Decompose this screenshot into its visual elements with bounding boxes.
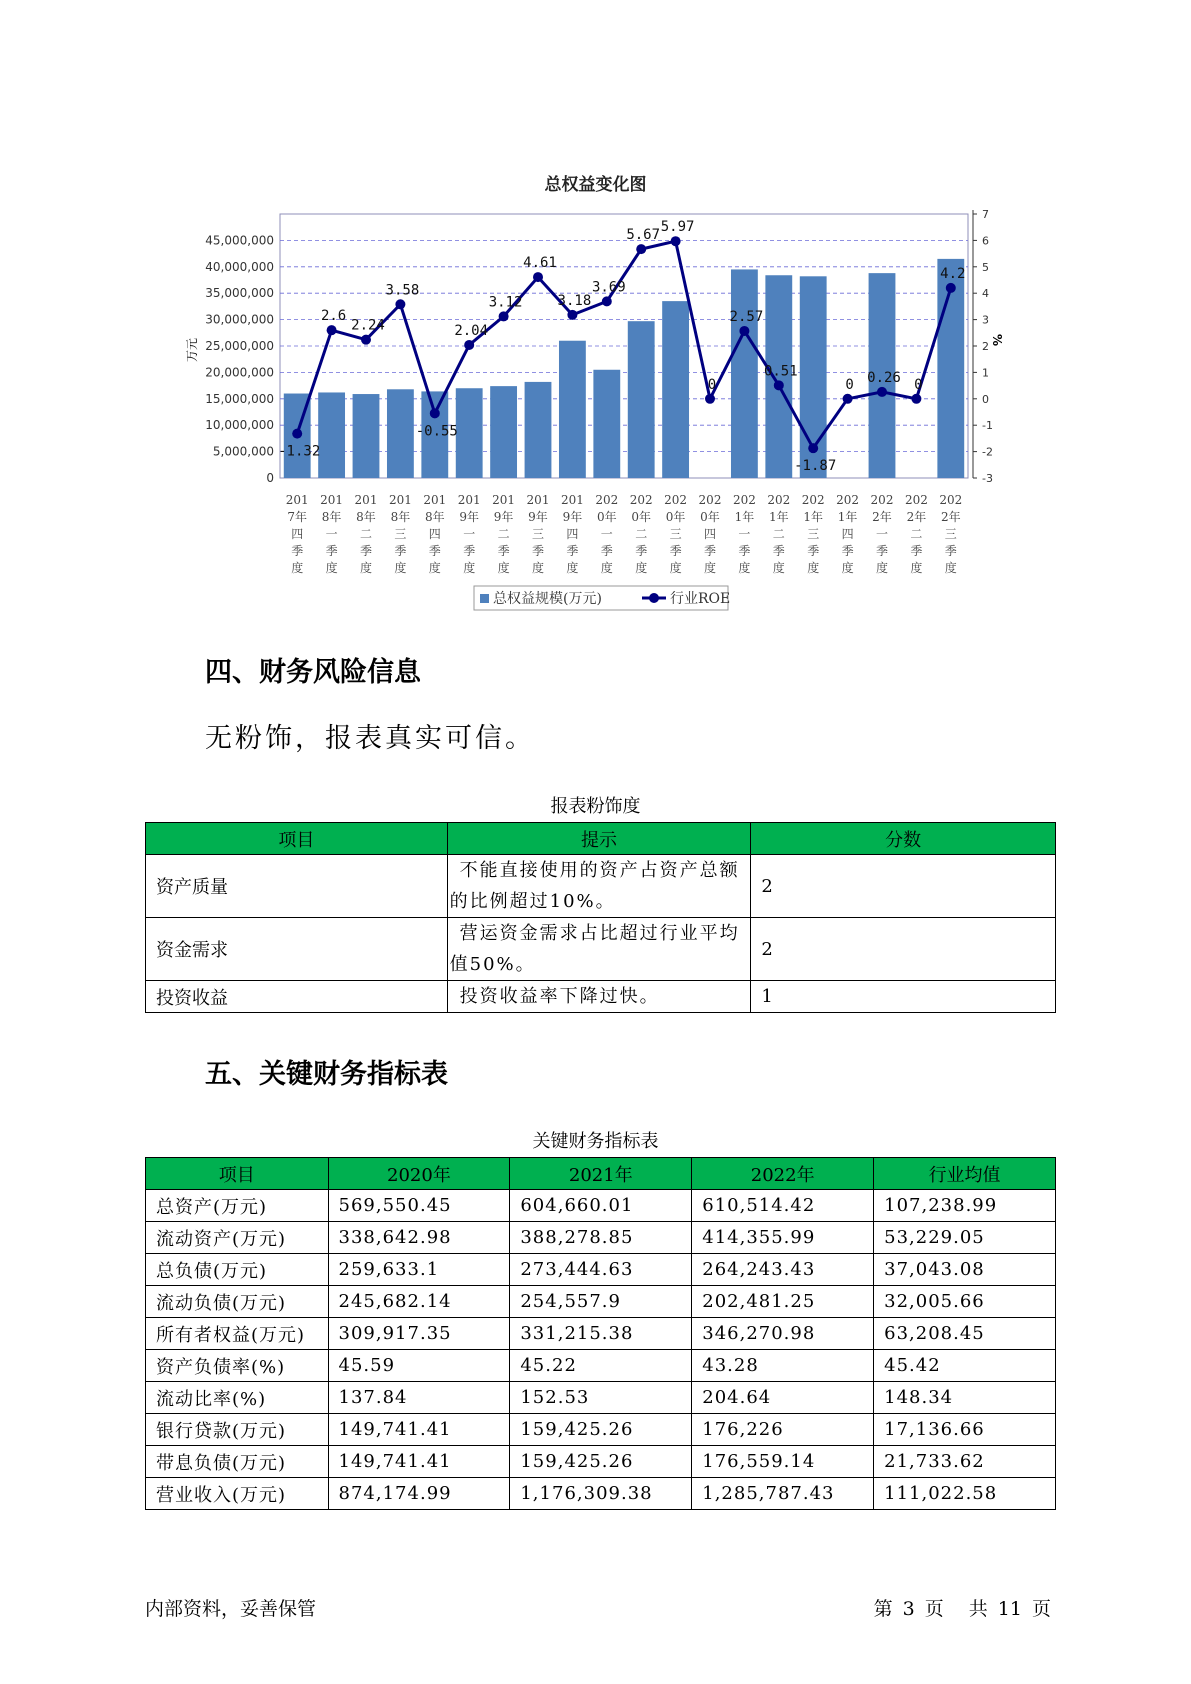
- x-tick-label: 7年: [287, 510, 308, 524]
- bar: [387, 389, 414, 478]
- roe-data-label: 2.57: [729, 308, 764, 325]
- page-label: 第: [873, 1598, 893, 1620]
- table-cell: 营业收入(万元): [146, 1478, 329, 1510]
- roe-point: [636, 244, 646, 254]
- roe-point: [774, 380, 784, 390]
- roe-point: [430, 408, 440, 418]
- y2-tick-label: -2: [982, 445, 993, 459]
- y2-tick-label: -1: [982, 419, 993, 433]
- risk-hint: [447, 981, 751, 1013]
- header-cell: 项目: [146, 1158, 329, 1190]
- table-row: [146, 1222, 1056, 1254]
- x-tick-label: 201: [526, 493, 550, 507]
- risk-item: 投资收益: [146, 981, 448, 1013]
- header-cell: 2020年: [328, 1158, 510, 1190]
- table-row: [146, 1350, 1056, 1382]
- x-tick-label: 三: [944, 527, 957, 541]
- table-cell: 331,215.38: [510, 1318, 692, 1350]
- roe-data-label: 0.26: [867, 369, 901, 386]
- x-tick-label: 度: [325, 561, 338, 575]
- x-tick-label: 度: [772, 561, 785, 575]
- roe-data-label: 3.58: [385, 282, 420, 299]
- risk-table-caption: 报表粉饰度: [550, 796, 641, 817]
- y2-axis-label: %: [990, 333, 1004, 347]
- roe-point: [843, 394, 853, 404]
- table-cell: 338,642.98: [328, 1222, 510, 1254]
- x-tick-label: 0年: [700, 510, 720, 524]
- x-tick-label: 度: [875, 561, 889, 575]
- table-row: [146, 981, 1056, 1013]
- roe-point: [705, 394, 715, 404]
- y-tick-label: 0: [266, 471, 274, 485]
- x-tick-label: 季: [394, 544, 407, 558]
- y-tick-label: 25,000,000: [205, 339, 274, 353]
- legend-bar-swatch: [480, 594, 489, 603]
- table-cell: 414,355.99: [692, 1222, 874, 1254]
- table-cell: 流动负债(万元): [146, 1286, 329, 1318]
- risk-item: 资金需求: [146, 918, 448, 981]
- roe-data-label: 3.69: [591, 279, 626, 296]
- x-tick-label: 一: [875, 527, 889, 541]
- table-cell: 总资产(万元): [146, 1190, 329, 1222]
- x-tick-label: 8年: [424, 510, 445, 524]
- x-tick-label: 季: [325, 544, 338, 558]
- section-5-heading: 五、关键财务指标表: [205, 1059, 448, 1090]
- roe-point: [602, 296, 612, 306]
- x-tick-label: 度: [669, 561, 682, 575]
- x-tick-label: 一: [600, 527, 613, 541]
- x-tick-label: 8年: [356, 510, 376, 524]
- x-tick-label: 202: [595, 493, 619, 507]
- table-cell: 273,444.63: [510, 1254, 692, 1286]
- legend-bar-label: 总权益规模(万元): [493, 591, 602, 607]
- x-tick-label: 9年: [493, 510, 514, 524]
- x-tick-label: 9年: [528, 510, 548, 524]
- table-cell: 资产负债率(%): [146, 1350, 329, 1382]
- y2-tick-label: 5: [982, 260, 989, 274]
- header-cell: 分数: [751, 823, 1056, 855]
- x-tick-label: 202: [939, 493, 963, 507]
- page-label: 页: [924, 1598, 944, 1620]
- x-tick-label: 四: [566, 527, 579, 541]
- x-tick-label: 度: [910, 561, 923, 575]
- table-cell: 1,285,787.43: [692, 1478, 874, 1510]
- y-tick-label: 20,000,000: [205, 365, 274, 380]
- x-tick-label: 一: [463, 527, 476, 541]
- x-tick-label: 202: [904, 493, 928, 507]
- x-tick-label: 201: [388, 493, 412, 507]
- roe-data-label: 0: [845, 376, 854, 393]
- x-tick-label: 季: [531, 544, 545, 558]
- table-cell: 17,136.66: [874, 1414, 1056, 1446]
- table-row: [146, 1446, 1056, 1478]
- table-cell: 610,514.42: [692, 1190, 874, 1222]
- table-cell: 245,682.14: [328, 1286, 510, 1318]
- bar: [456, 388, 483, 478]
- risk-table: [145, 822, 1056, 1013]
- x-tick-label: 三: [531, 527, 545, 541]
- table-cell: 176,559.14: [692, 1446, 874, 1478]
- x-tick-label: 201: [423, 493, 447, 507]
- x-tick-label: 季: [841, 544, 854, 558]
- x-tick-label: 度: [359, 561, 373, 575]
- table-cell: 45.22: [510, 1350, 692, 1382]
- x-tick-label: 度: [703, 561, 717, 575]
- y-tick-label: 5,000,000: [212, 444, 274, 459]
- x-tick-label: 季: [428, 544, 441, 558]
- risk-hint-line: 值50%。: [449, 954, 536, 975]
- bar: [318, 392, 345, 478]
- roe-data-label: 5.97: [660, 219, 695, 236]
- roe-point: [395, 299, 405, 309]
- table-cell: 159,425.26: [510, 1414, 692, 1446]
- fin-table-caption: 关键财务指标表: [532, 1131, 659, 1152]
- risk-hint-line: 营运资金需求占比超过行业平均: [459, 923, 740, 944]
- x-tick-label: 0年: [665, 510, 686, 524]
- x-tick-label: 2年: [906, 510, 927, 524]
- header-cell: 行业均值: [874, 1158, 1056, 1190]
- x-tick-label: 季: [497, 544, 510, 558]
- x-tick-label: 202: [836, 493, 860, 507]
- header-cell: 提示: [447, 823, 751, 855]
- roe-data-label: 2.6: [320, 308, 347, 325]
- header-cell: 2021年: [510, 1158, 692, 1190]
- roe-data-label: -1.32: [278, 443, 321, 460]
- bar: [559, 341, 586, 478]
- x-tick-label: 202: [698, 493, 722, 507]
- y2-tick-label: 1: [982, 366, 989, 380]
- table-cell: 107,238.99: [874, 1190, 1056, 1222]
- table-cell: 254,557.9: [510, 1286, 692, 1318]
- risk-hint-line: 的比例超过10%。: [449, 891, 616, 912]
- x-tick-label: 度: [291, 561, 304, 575]
- x-tick-label: 季: [600, 544, 613, 558]
- table-cell: 1,176,309.38: [510, 1478, 692, 1510]
- roe-point: [739, 326, 749, 336]
- roe-data-label: 3.12: [488, 294, 523, 311]
- x-tick-label: 1年: [768, 510, 789, 524]
- y-tick-label: 15,000,000: [205, 391, 274, 406]
- x-tick-label: 季: [669, 544, 682, 558]
- risk-hint-line: 不能直接使用的资产占资产总额: [459, 860, 740, 881]
- x-tick-label: 季: [635, 544, 648, 558]
- roe-data-label: 2.24: [351, 317, 385, 334]
- x-tick-label: 1年: [837, 510, 858, 524]
- table-cell: 45.59: [328, 1350, 510, 1382]
- y2-tick-label: 3: [982, 313, 989, 327]
- page-number: [869, 1594, 1056, 1621]
- x-tick-label: 202: [870, 493, 894, 507]
- table-cell: 604,660.01: [510, 1190, 692, 1222]
- x-tick-label: 季: [566, 544, 579, 558]
- table-cell: 银行贷款(万元): [146, 1414, 329, 1446]
- risk-hint-line: 投资收益率下降过快。: [459, 986, 660, 1007]
- table-cell: 346,270.98: [692, 1318, 874, 1350]
- y-tick-label: 30,000,000: [205, 312, 274, 327]
- roe-data-label: -1.87: [794, 458, 837, 475]
- x-tick-label: 度: [635, 561, 648, 575]
- x-tick-label: 度: [841, 561, 854, 575]
- roe-data-label: 3.18: [557, 292, 592, 309]
- table-cell: 388,278.85: [510, 1222, 692, 1254]
- roe-point: [808, 443, 818, 453]
- table-cell: 152.53: [510, 1382, 692, 1414]
- x-tick-label: 度: [394, 561, 407, 575]
- x-tick-label: 四: [703, 527, 717, 541]
- x-tick-label: 季: [944, 544, 957, 558]
- risk-table-header: [146, 823, 1056, 855]
- table-cell: 176,226: [692, 1414, 874, 1446]
- table-cell: 37,043.08: [874, 1254, 1056, 1286]
- table-cell: 43.28: [692, 1350, 874, 1382]
- risk-hint: [447, 855, 751, 918]
- x-tick-label: 201: [285, 493, 309, 507]
- table-cell: 32,005.66: [874, 1286, 1056, 1318]
- y-axis-label: 万元: [185, 337, 199, 363]
- footer-note: 内部资料，妥善保管: [145, 1598, 317, 1620]
- x-tick-label: 2年: [940, 510, 961, 524]
- legend-line-marker: [649, 593, 659, 603]
- roe-data-label: 5.67: [626, 227, 661, 244]
- table-cell: 63,208.45: [874, 1318, 1056, 1350]
- x-tick-label: 季: [772, 544, 785, 558]
- x-tick-label: 季: [359, 544, 373, 558]
- bar: [731, 269, 758, 478]
- table-cell: 137.84: [328, 1382, 510, 1414]
- x-tick-label: 二: [772, 527, 785, 541]
- table-row: [146, 855, 1056, 918]
- roe-point: [946, 283, 956, 293]
- x-tick-label: 202: [767, 493, 791, 507]
- x-tick-label: 季: [703, 544, 717, 558]
- x-tick-label: 度: [531, 561, 545, 575]
- roe-point: [671, 236, 681, 246]
- x-tick-label: 三: [669, 527, 682, 541]
- x-tick-label: 201: [560, 493, 584, 507]
- y-tick-label: 35,000,000: [205, 286, 274, 301]
- x-tick-label: 度: [428, 561, 441, 575]
- x-tick-label: 季: [875, 544, 889, 558]
- x-tick-label: 度: [807, 561, 820, 575]
- risk-score: 2: [751, 918, 1056, 981]
- roe-data-label: -0.55: [415, 423, 458, 440]
- x-tick-label: 201: [354, 493, 378, 507]
- y2-tick-label: -3: [982, 472, 993, 485]
- page-current: 3: [902, 1598, 915, 1620]
- roe-point: [567, 310, 577, 320]
- table-cell: 流动比率(%): [146, 1382, 329, 1414]
- bar: [593, 370, 620, 478]
- table-cell: 264,243.43: [692, 1254, 874, 1286]
- table-cell: 159,425.26: [510, 1446, 692, 1478]
- table-cell: 149,741.41: [328, 1414, 510, 1446]
- x-tick-label: 四: [428, 527, 441, 541]
- y2-tick-label: 4: [982, 287, 989, 301]
- x-tick-label: 度: [497, 561, 510, 575]
- x-tick-label: 8年: [321, 510, 342, 524]
- table-cell: 149,741.41: [328, 1446, 510, 1478]
- bar: [525, 382, 552, 478]
- roe-data-label: 4.61: [523, 255, 557, 272]
- x-tick-label: 202: [629, 493, 653, 507]
- fin-table-header: [146, 1158, 1056, 1190]
- x-tick-label: 三: [394, 527, 407, 541]
- legend-line-label: 行业ROE: [670, 591, 731, 607]
- table-cell: 874,174.99: [328, 1478, 510, 1510]
- table-cell: 569,550.45: [328, 1190, 510, 1222]
- roe-point: [533, 272, 543, 282]
- risk-score: 1: [751, 981, 1056, 1013]
- table-cell: 21,733.62: [874, 1446, 1056, 1478]
- roe-point: [361, 335, 371, 345]
- roe-point: [292, 429, 302, 439]
- y2-tick-label: 2: [982, 340, 989, 353]
- table-row: [146, 1382, 1056, 1414]
- x-tick-label: 202: [801, 493, 825, 507]
- table-cell: 111,022.58: [874, 1478, 1056, 1510]
- table-cell: 总负债(万元): [146, 1254, 329, 1286]
- table-row: [146, 1478, 1056, 1510]
- bar: [490, 386, 517, 478]
- x-tick-label: 度: [566, 561, 579, 575]
- y-tick-label: 10,000,000: [205, 418, 274, 433]
- y-tick-label: 40,000,000: [205, 259, 274, 274]
- header-cell: 2022年: [692, 1158, 874, 1190]
- x-tick-label: 201: [320, 493, 344, 507]
- page-label: 页: [1031, 1598, 1051, 1620]
- x-tick-label: 2年: [872, 510, 892, 524]
- x-tick-label: 度: [463, 561, 476, 575]
- y-tick-label: 45,000,000: [205, 233, 274, 248]
- roe-point: [911, 394, 921, 404]
- x-tick-label: 季: [910, 544, 923, 558]
- risk-item: 资产质量: [146, 855, 448, 918]
- x-tick-label: 季: [463, 544, 476, 558]
- x-tick-label: 一: [738, 527, 751, 541]
- risk-hint: [447, 918, 751, 981]
- equity-chart: [0, 190, 1191, 630]
- roe-data-label: 2.04: [454, 322, 489, 339]
- roe-point: [464, 340, 474, 350]
- table-row: [146, 1414, 1056, 1446]
- x-tick-label: 季: [807, 544, 820, 558]
- x-tick-label: 三: [807, 527, 820, 541]
- table-cell: 45.42: [874, 1350, 1056, 1382]
- x-tick-label: 0年: [596, 510, 617, 524]
- x-tick-label: 四: [841, 527, 854, 541]
- x-tick-label: 8年: [390, 510, 411, 524]
- table-row: [146, 1286, 1056, 1318]
- roe-data-label: 4.2: [940, 265, 966, 282]
- x-tick-label: 201: [457, 493, 481, 507]
- bar: [662, 301, 689, 478]
- roe-data-label: 0.51: [763, 363, 798, 380]
- risk-score: 2: [751, 855, 1056, 918]
- x-tick-label: 二: [635, 527, 648, 541]
- table-row: [146, 918, 1056, 981]
- roe-point: [327, 325, 337, 335]
- section-4-body: 无粉饰，报表真实可信。: [205, 723, 535, 754]
- page-total: 11: [997, 1598, 1022, 1620]
- x-tick-label: 1年: [803, 510, 824, 524]
- roe-data-label: 0: [914, 376, 923, 393]
- x-tick-label: 一: [325, 527, 338, 541]
- x-tick-label: 201: [492, 493, 516, 507]
- table-cell: 309,917.35: [328, 1318, 510, 1350]
- x-tick-label: 季: [291, 544, 304, 558]
- x-tick-label: 二: [359, 527, 373, 541]
- x-tick-label: 季: [738, 544, 751, 558]
- bar: [353, 394, 380, 478]
- x-tick-label: 度: [600, 561, 613, 575]
- table-row: [146, 1254, 1056, 1286]
- bar: [628, 321, 655, 478]
- table-cell: 148.34: [874, 1382, 1056, 1414]
- table-cell: 202,481.25: [692, 1286, 874, 1318]
- key-financial-table: [145, 1157, 1056, 1510]
- x-tick-label: 二: [910, 527, 923, 541]
- x-tick-label: 度: [944, 561, 957, 575]
- x-tick-label: 四: [291, 527, 304, 541]
- x-tick-label: 9年: [459, 510, 480, 524]
- page-label: 共: [968, 1598, 988, 1620]
- roe-point: [499, 311, 509, 321]
- x-tick-label: 1年: [734, 510, 755, 524]
- table-row: [146, 1190, 1056, 1222]
- x-tick-label: 202: [732, 493, 756, 507]
- x-tick-label: 9年: [562, 510, 583, 524]
- x-tick-label: 202: [664, 493, 688, 507]
- table-cell: 204.64: [692, 1382, 874, 1414]
- y2-tick-label: 6: [982, 234, 989, 248]
- table-cell: 所有者权益(万元): [146, 1318, 329, 1350]
- table-cell: 带息负债(万元): [146, 1446, 329, 1478]
- table-cell: 流动资产(万元): [146, 1222, 329, 1254]
- y2-tick-label: 0: [982, 392, 989, 406]
- table-cell: 259,633.1: [328, 1254, 510, 1286]
- roe-data-label: 0: [707, 376, 717, 393]
- x-tick-label: 二: [497, 527, 510, 541]
- x-tick-label: 度: [738, 561, 751, 575]
- y2-tick-label: 7: [982, 208, 989, 221]
- section-4-heading: 四、财务风险信息: [205, 657, 421, 688]
- header-cell: 项目: [146, 823, 448, 855]
- chart-title: 总权益变化图: [544, 175, 647, 195]
- table-row: [146, 1318, 1056, 1350]
- x-tick-label: 0年: [631, 510, 652, 524]
- roe-point: [877, 387, 887, 397]
- table-cell: 53,229.05: [874, 1222, 1056, 1254]
